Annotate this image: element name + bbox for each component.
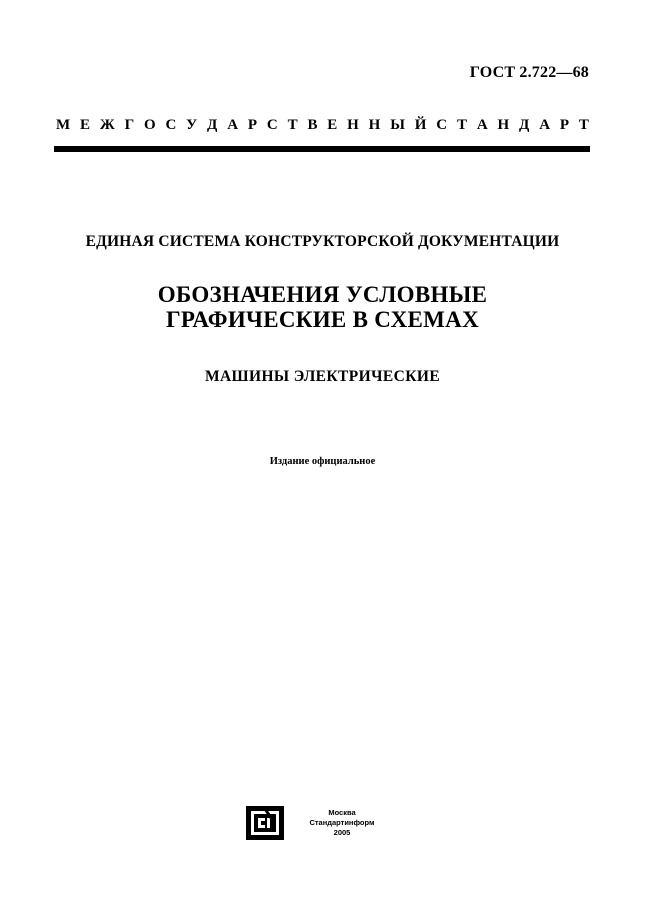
interstate-letter: Т <box>287 117 298 133</box>
interstate-letter: Р <box>247 117 258 133</box>
interstate-letter: Е <box>327 117 338 133</box>
interstate-letter: М <box>56 117 71 133</box>
interstate-letter: С <box>165 117 177 133</box>
publisher-city: Москва <box>328 808 356 817</box>
interstate-letter: Н <box>347 117 359 133</box>
standard-number: ГОСТ 2.722—68 <box>469 64 589 81</box>
title-line-2: ГРАФИЧЕСКИЕ В СХЕМАХ <box>165 307 480 332</box>
interstate-letter: О <box>143 117 156 133</box>
interstate-letter: С <box>436 117 448 133</box>
interstate-letter: У <box>186 117 198 133</box>
publisher-block <box>246 806 396 846</box>
interstate-letter: С <box>266 117 278 133</box>
publisher-text <box>292 808 392 838</box>
publisher-year: 2005 <box>333 828 351 837</box>
title-line-1: ОБОЗНАЧЕНИЯ УСЛОВНЫЕ <box>157 282 488 307</box>
interstate-letter: Е <box>80 117 91 133</box>
interstate-letter: Г <box>124 117 135 133</box>
interstate-letter: Д <box>519 117 530 133</box>
interstate-letter: Ы <box>390 117 405 133</box>
standartinform-logo <box>246 806 284 840</box>
interstate-letter: А <box>539 117 551 133</box>
document-title <box>0 282 645 332</box>
interstate-letter: Т <box>578 117 589 133</box>
interstate-standard-label <box>56 117 589 134</box>
interstate-letter: В <box>307 117 318 133</box>
interstate-letter: Т <box>456 117 467 133</box>
publisher-name: Стандартинформ <box>309 818 375 827</box>
document-subtitle: МАШИНЫ ЭЛЕКТРИЧЕСКИЕ <box>204 368 441 385</box>
header-rule <box>54 146 590 152</box>
document-series: ЕДИНАЯ СИСТЕМА КОНСТРУКТОРСКОЙ ДОКУМЕНТАЦИИ <box>85 233 560 250</box>
interstate-letter: Ж <box>99 117 115 133</box>
interstate-letter: Д <box>207 117 218 133</box>
edition-note: Издание официальное <box>269 456 376 467</box>
interstate-letter: Н <box>497 117 510 133</box>
interstate-letter: Н <box>368 117 381 133</box>
interstate-letter: А <box>227 117 239 133</box>
interstate-letter: Й <box>414 117 427 133</box>
interstate-letter: А <box>476 117 488 133</box>
interstate-letter: Р <box>559 117 570 133</box>
